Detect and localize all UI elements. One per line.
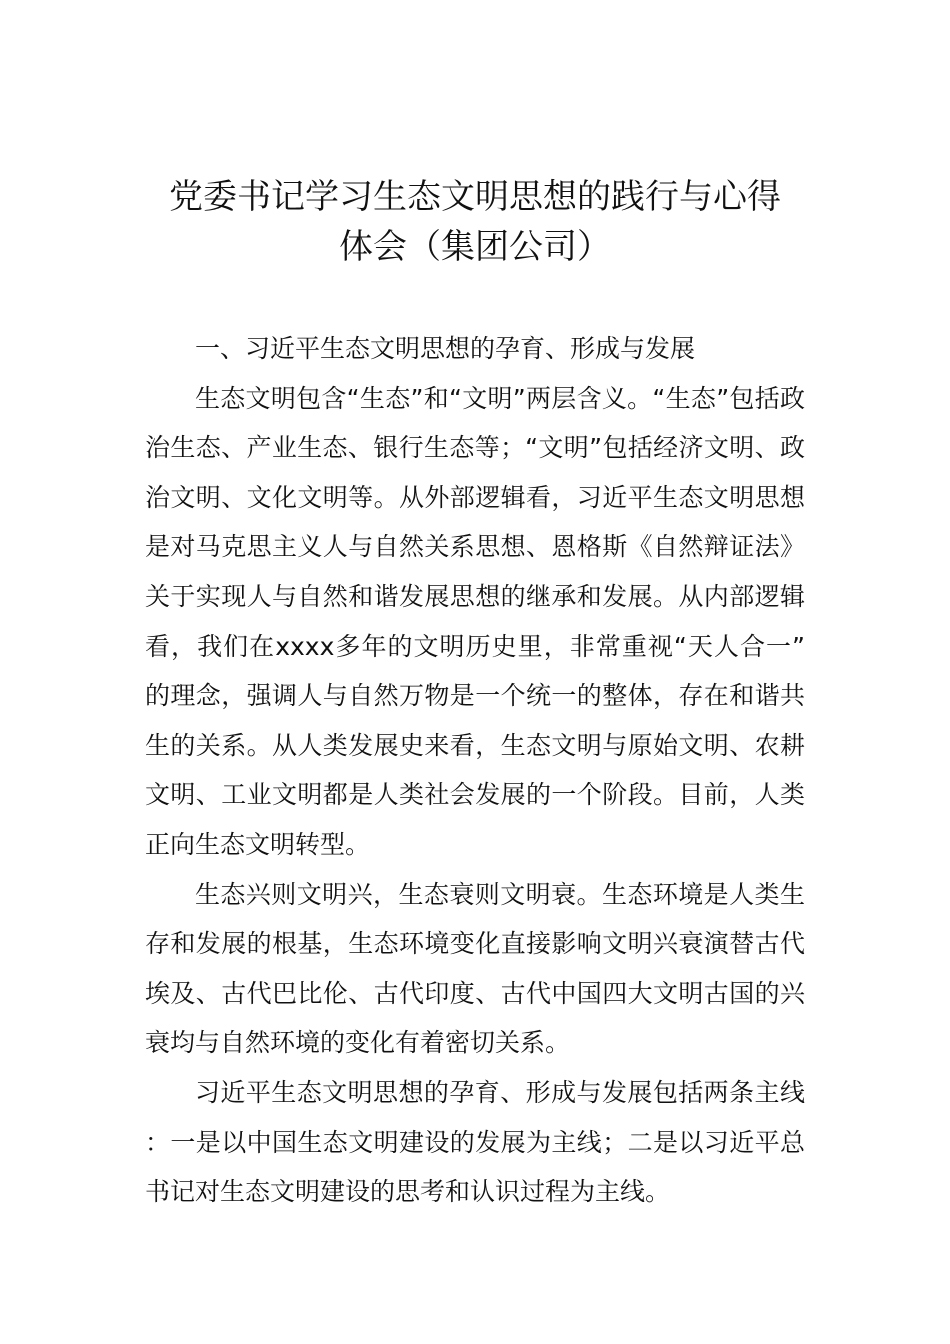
section-heading: 一、习近平生态文明思想的孕育、形成与发展 bbox=[195, 334, 696, 363]
document-body bbox=[145, 324, 805, 1217]
paragraph-1: 生态文明包含“生态”和“文明”两层含义。“生态”包括政治生态、产业生态、银行生态等；“文明”包括经济文明、政治文明、文化文明等。从外部逻辑看，习近平生态文明思想是对马克思主义人与自然关系思想、恩格斯《自然辩证法》关于实现人与自然和谐发展思想的继承和发展。从内部逻辑看，我们在xxxx多年的文明历史里，非常重视“天人合一”的理念，强调人与自然万物是一个统一的整体，存在和谐共生的关系。从人类发展史来看，生态文明与原始文明、农耕文明、工业文明都是人类社会发展的一个阶段。目前，人类正向生态文明转型。 bbox=[145, 383, 805, 859]
title-line-2: 体会（集团公司） bbox=[339, 227, 611, 267]
paragraph-2: 生态兴则文明兴，生态衰则文明衰。生态环境是人类生存和发展的根基，生态环境变化直接影响文明兴衰演替古代埃及、古代巴比伦、古代印度、古代中国四大文明古国的兴衰均与自然环境的变化有着密切关系。 bbox=[145, 879, 805, 1058]
document-title bbox=[145, 172, 805, 272]
paragraph-3: 习近平生态文明思想的孕育、形成与发展包括两条主线：一是以中国生态文明建设的发展为主线；二是以习近平总书记对生态文明建设的思考和认识过程为主线。 bbox=[145, 1077, 805, 1207]
title-line-1: 党委书记学习生态文明思想的践行与心得 bbox=[169, 177, 781, 217]
